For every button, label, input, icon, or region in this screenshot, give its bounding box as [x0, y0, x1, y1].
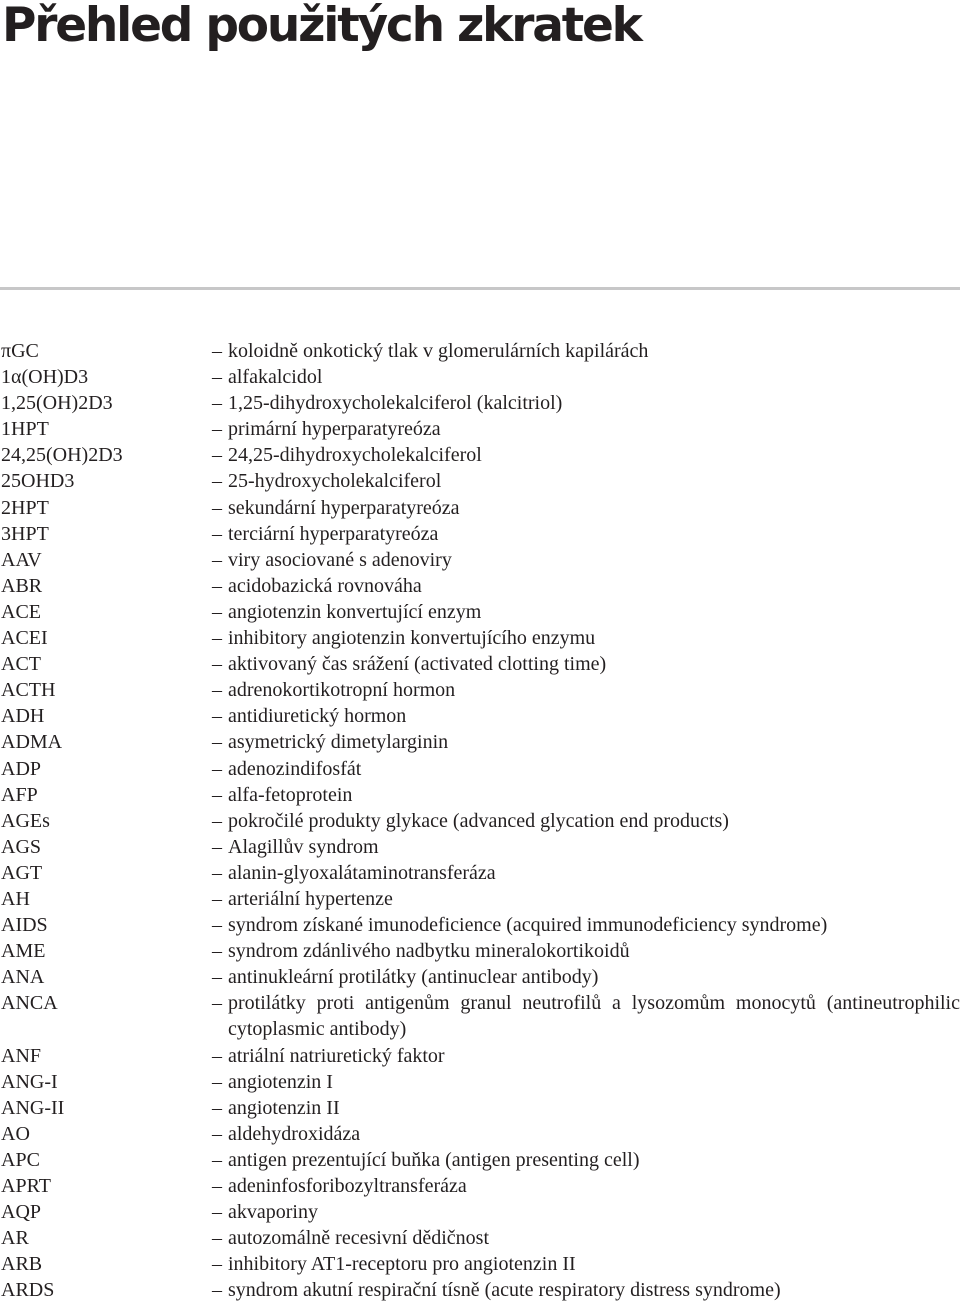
abbreviation-definition: viry asociované s adenoviry: [228, 548, 452, 571]
dash-separator: –: [212, 548, 222, 571]
abbreviation-definition-wrap: [212, 521, 960, 547]
list-item: [0, 521, 960, 547]
abbreviation-definition-wrap: [212, 1277, 960, 1303]
list-item: [0, 990, 960, 1042]
list-item: [0, 1121, 960, 1147]
abbreviation-definition-wrap: [212, 547, 960, 573]
abbreviation-term: ANF: [1, 1044, 42, 1067]
abbreviation-term: ACE: [1, 600, 41, 623]
abbreviation-term: ARB: [1, 1253, 43, 1276]
abbreviation-definition-wrap: [212, 677, 960, 703]
abbreviation-definition-wrap: [212, 1095, 960, 1121]
abbreviation-term: 3HPT: [1, 522, 49, 545]
list-item: [0, 364, 960, 390]
abbreviation-definition-wrap: [212, 573, 960, 599]
list-item: [0, 338, 960, 364]
abbreviation-term: ARDS: [1, 1279, 55, 1302]
abbreviation-definition: syndrom zdánlivého nadbytku mineralokortikoidů: [228, 940, 630, 963]
abbreviation-definition-wrap: [212, 364, 960, 390]
abbreviation-definition-wrap: [212, 468, 960, 494]
abbreviation-term: ANG-I: [1, 1070, 58, 1093]
dash-separator: –: [212, 1227, 222, 1250]
abbreviation-definition-wrap: [212, 1147, 960, 1173]
dash-separator: –: [212, 783, 222, 806]
abbreviation-definition-wrap: [212, 1225, 960, 1251]
abbreviation-term: AGEs: [1, 809, 50, 832]
abbreviation-definition-wrap: [212, 625, 960, 651]
dash-separator: –: [212, 1096, 222, 1119]
abbreviation-definition: angiotenzin konvertující enzym: [228, 600, 482, 623]
abbreviation-term: AR: [1, 1227, 29, 1250]
list-item: [0, 1277, 960, 1303]
abbreviation-term: ACT: [1, 653, 41, 676]
dash-separator: –: [212, 1148, 222, 1171]
abbreviation-definition: koloidně onkotický tlak v glomerulárních kapilárách: [228, 340, 649, 362]
abbreviation-definition: syndrom akutní respirační tísně (acute respiratory distress syndrome): [228, 1279, 781, 1302]
abbreviation-list: [0, 338, 960, 1303]
abbreviation-definition-wrap: [212, 756, 960, 782]
dash-separator: –: [212, 861, 222, 884]
dash-separator: –: [212, 809, 222, 832]
abbreviation-definition: autozomálně recesivní dědičnost: [228, 1227, 490, 1250]
abbreviation-term: ADP: [1, 757, 42, 780]
abbreviation-definition: antinukleární protilátky (antinuclear antibody): [228, 966, 599, 989]
abbreviation-term: 25OHD3: [1, 470, 75, 493]
abbreviation-definition-wrap: [212, 338, 960, 364]
abbreviation-definition-wrap: [212, 1043, 960, 1069]
list-item: [0, 625, 960, 651]
list-item: [0, 912, 960, 938]
abbreviation-term: πGC: [1, 340, 39, 362]
list-item: [0, 1095, 960, 1121]
abbreviation-term: AGS: [1, 835, 42, 858]
dash-separator: –: [212, 392, 222, 415]
list-item: [0, 782, 960, 808]
dash-separator: –: [212, 731, 222, 754]
abbreviation-definition: terciární hyperparatyreóza: [228, 522, 439, 545]
abbreviation-definition: adrenokortikotropní hormon: [228, 679, 456, 702]
abbreviation-term: AGT: [1, 861, 43, 884]
list-item: [0, 938, 960, 964]
abbreviation-definition-wrap: [212, 886, 960, 912]
list-item: [0, 1251, 960, 1277]
dash-separator: –: [212, 679, 222, 702]
list-item: [0, 703, 960, 729]
abbreviation-definition: inhibitory AT1-receptoru pro angiotenzin II: [228, 1253, 576, 1276]
list-item: [0, 573, 960, 599]
abbreviation-term: APRT: [1, 1175, 51, 1197]
abbreviation-definition-wrap: [212, 416, 960, 442]
abbreviation-definition-wrap: [212, 442, 960, 468]
abbreviation-definition: 24,25-dihydroxycholekalciferol: [228, 444, 482, 467]
abbreviation-definition: pokročilé produkty glykace (advanced glycation end products): [228, 809, 729, 832]
abbreviation-term: AH: [1, 887, 30, 910]
dash-separator: –: [212, 627, 222, 650]
abbreviation-term: AIDS: [1, 914, 48, 937]
list-item: [0, 599, 960, 625]
abbreviation-definition-wrap: [212, 495, 960, 521]
abbreviation-term: ADH: [1, 705, 45, 728]
dash-separator: –: [212, 914, 222, 937]
list-item: [0, 1173, 960, 1199]
abbreviation-term: ACTH: [1, 679, 56, 702]
abbreviation-definition-wrap: [212, 938, 960, 964]
abbreviation-definition: aktivovaný čas srážení (activated clotting time): [228, 653, 607, 676]
dash-separator: –: [212, 366, 222, 389]
abbreviation-definition-wrap: [212, 990, 960, 1042]
abbreviation-definition-wrap: [212, 729, 960, 755]
list-item: [0, 495, 960, 521]
abbreviation-definition: arteriální hypertenze: [228, 887, 393, 910]
abbreviation-definition: acidobazická rovnováha: [228, 574, 422, 597]
section-divider: [0, 287, 960, 290]
abbreviation-definition: adeninfosforibozyltransferáza: [228, 1175, 467, 1197]
abbreviation-term: AAV: [1, 548, 42, 571]
abbreviation-definition: sekundární hyperparatyreóza: [228, 496, 460, 519]
list-item: [0, 390, 960, 416]
abbreviation-definition-wrap: [212, 703, 960, 729]
abbreviation-definition: asymetrický dimetylarginin: [228, 731, 449, 754]
abbreviation-definition: inhibitory angiotenzin konvertujícího enzymu: [228, 627, 596, 650]
abbreviation-definition: aldehydroxidáza: [228, 1122, 361, 1145]
page-title: Přehled použitých zkratek: [2, 0, 641, 53]
list-item: [0, 1069, 960, 1095]
list-item: [0, 1199, 960, 1225]
abbreviation-definition: Alagillův syndrom: [228, 835, 379, 858]
dash-separator: –: [212, 444, 222, 467]
abbreviation-definition-wrap: [212, 808, 960, 834]
abbreviation-term: 2HPT: [1, 496, 49, 519]
dash-separator: –: [212, 835, 222, 858]
abbreviation-definition: angiotenzin II: [228, 1096, 340, 1119]
abbreviation-definition-wrap: [212, 1251, 960, 1277]
abbreviation-definition-wrap: [212, 651, 960, 677]
dash-separator: –: [212, 496, 222, 519]
abbreviation-definition-wrap: [212, 912, 960, 938]
list-item: [0, 729, 960, 755]
list-item: [0, 964, 960, 990]
dash-separator: –: [212, 1122, 222, 1145]
list-item: [0, 416, 960, 442]
list-item: [0, 442, 960, 468]
abbreviation-definition-wrap: [212, 782, 960, 808]
dash-separator: –: [212, 1201, 222, 1224]
abbreviation-definition: primární hyperparatyreóza: [228, 418, 441, 441]
abbreviation-definition: alanin-glyoxalátaminotransferáza: [228, 861, 496, 884]
abbreviation-term: ADMA: [1, 731, 63, 754]
abbreviation-definition: atriální natriuretický faktor: [228, 1044, 445, 1067]
dash-separator: –: [212, 1070, 222, 1093]
abbreviation-definition: antidiuretický hormon: [228, 705, 407, 728]
list-item: [0, 860, 960, 886]
dash-separator: –: [212, 1175, 222, 1197]
dash-separator: –: [212, 757, 222, 780]
abbreviation-definition-wrap: [212, 860, 960, 886]
dash-separator: –: [212, 574, 222, 597]
abbreviation-definition-wrap: [212, 1121, 960, 1147]
dash-separator: –: [212, 600, 222, 623]
abbreviation-definition-wrap: [212, 1069, 960, 1095]
list-item: [0, 547, 960, 573]
abbreviation-definition: alfakalcidol: [228, 366, 323, 389]
list-item: [0, 677, 960, 703]
abbreviation-term: ANG-II: [1, 1096, 65, 1119]
abbreviation-definition: 25-hydroxycholekalciferol: [228, 470, 442, 493]
abbreviation-term: 1,25(OH)2D3: [1, 392, 113, 415]
abbreviation-definition: angiotenzin I: [228, 1070, 333, 1093]
dash-separator: –: [212, 418, 222, 441]
abbreviation-definition-wrap: [212, 834, 960, 860]
list-item: [0, 651, 960, 677]
dash-separator: –: [212, 992, 222, 1015]
abbreviation-definition: protilátky proti antigenům granul neutrofilů a lysozomům monocytů (antineutrophilic cytoplasmic antibody): [228, 992, 960, 1041]
abbreviation-definition-wrap: [212, 599, 960, 625]
dash-separator: –: [212, 470, 222, 493]
dash-separator: –: [212, 705, 222, 728]
abbreviation-definition: alfa-fetoprotein: [228, 783, 353, 806]
abbreviation-term: ANCA: [1, 992, 58, 1015]
abbreviation-definition: syndrom získané imunodeficience (acquired immunodeficiency syndrome): [228, 914, 828, 937]
abbreviation-term: APC: [1, 1148, 40, 1171]
abbreviation-definition-wrap: [212, 1173, 960, 1199]
abbreviation-term: 1HPT: [1, 418, 49, 441]
list-item: [0, 1147, 960, 1173]
dash-separator: –: [212, 887, 222, 910]
abbreviation-term: 24,25(OH)2D3: [1, 444, 123, 467]
list-item: [0, 834, 960, 860]
dash-separator: –: [212, 522, 222, 545]
abbreviation-term: AQP: [1, 1201, 42, 1224]
dash-separator: –: [212, 1044, 222, 1067]
dash-separator: –: [212, 1279, 222, 1302]
abbreviation-term: ACEI: [1, 627, 48, 650]
dash-separator: –: [212, 653, 222, 676]
abbreviation-definition: akvaporiny: [228, 1201, 318, 1224]
dash-separator: –: [212, 940, 222, 963]
abbreviation-definition-wrap: [212, 964, 960, 990]
abbreviation-term: AFP: [1, 783, 38, 806]
abbreviation-term: AO: [1, 1122, 30, 1145]
abbreviation-term: ABR: [1, 574, 43, 597]
dash-separator: –: [212, 1253, 222, 1276]
abbreviation-definition: adenozindifosfát: [228, 757, 362, 780]
abbreviation-definition-wrap: [212, 1199, 960, 1225]
abbreviation-definition-wrap: [212, 390, 960, 416]
list-item: [0, 1043, 960, 1069]
list-item: [0, 808, 960, 834]
list-item: [0, 468, 960, 494]
list-item: [0, 1225, 960, 1251]
dash-separator: –: [212, 340, 222, 362]
abbreviation-term: 1α(OH)D3: [1, 366, 89, 389]
list-item: [0, 756, 960, 782]
list-item: [0, 886, 960, 912]
abbreviation-definition: 1,25-dihydroxycholekalciferol (kalcitriol): [228, 392, 563, 415]
abbreviation-term: ANA: [1, 966, 45, 989]
abbreviation-definition: antigen prezentující buňka (antigen presenting cell): [228, 1148, 640, 1171]
abbreviation-term: AME: [1, 940, 46, 963]
dash-separator: –: [212, 966, 222, 989]
